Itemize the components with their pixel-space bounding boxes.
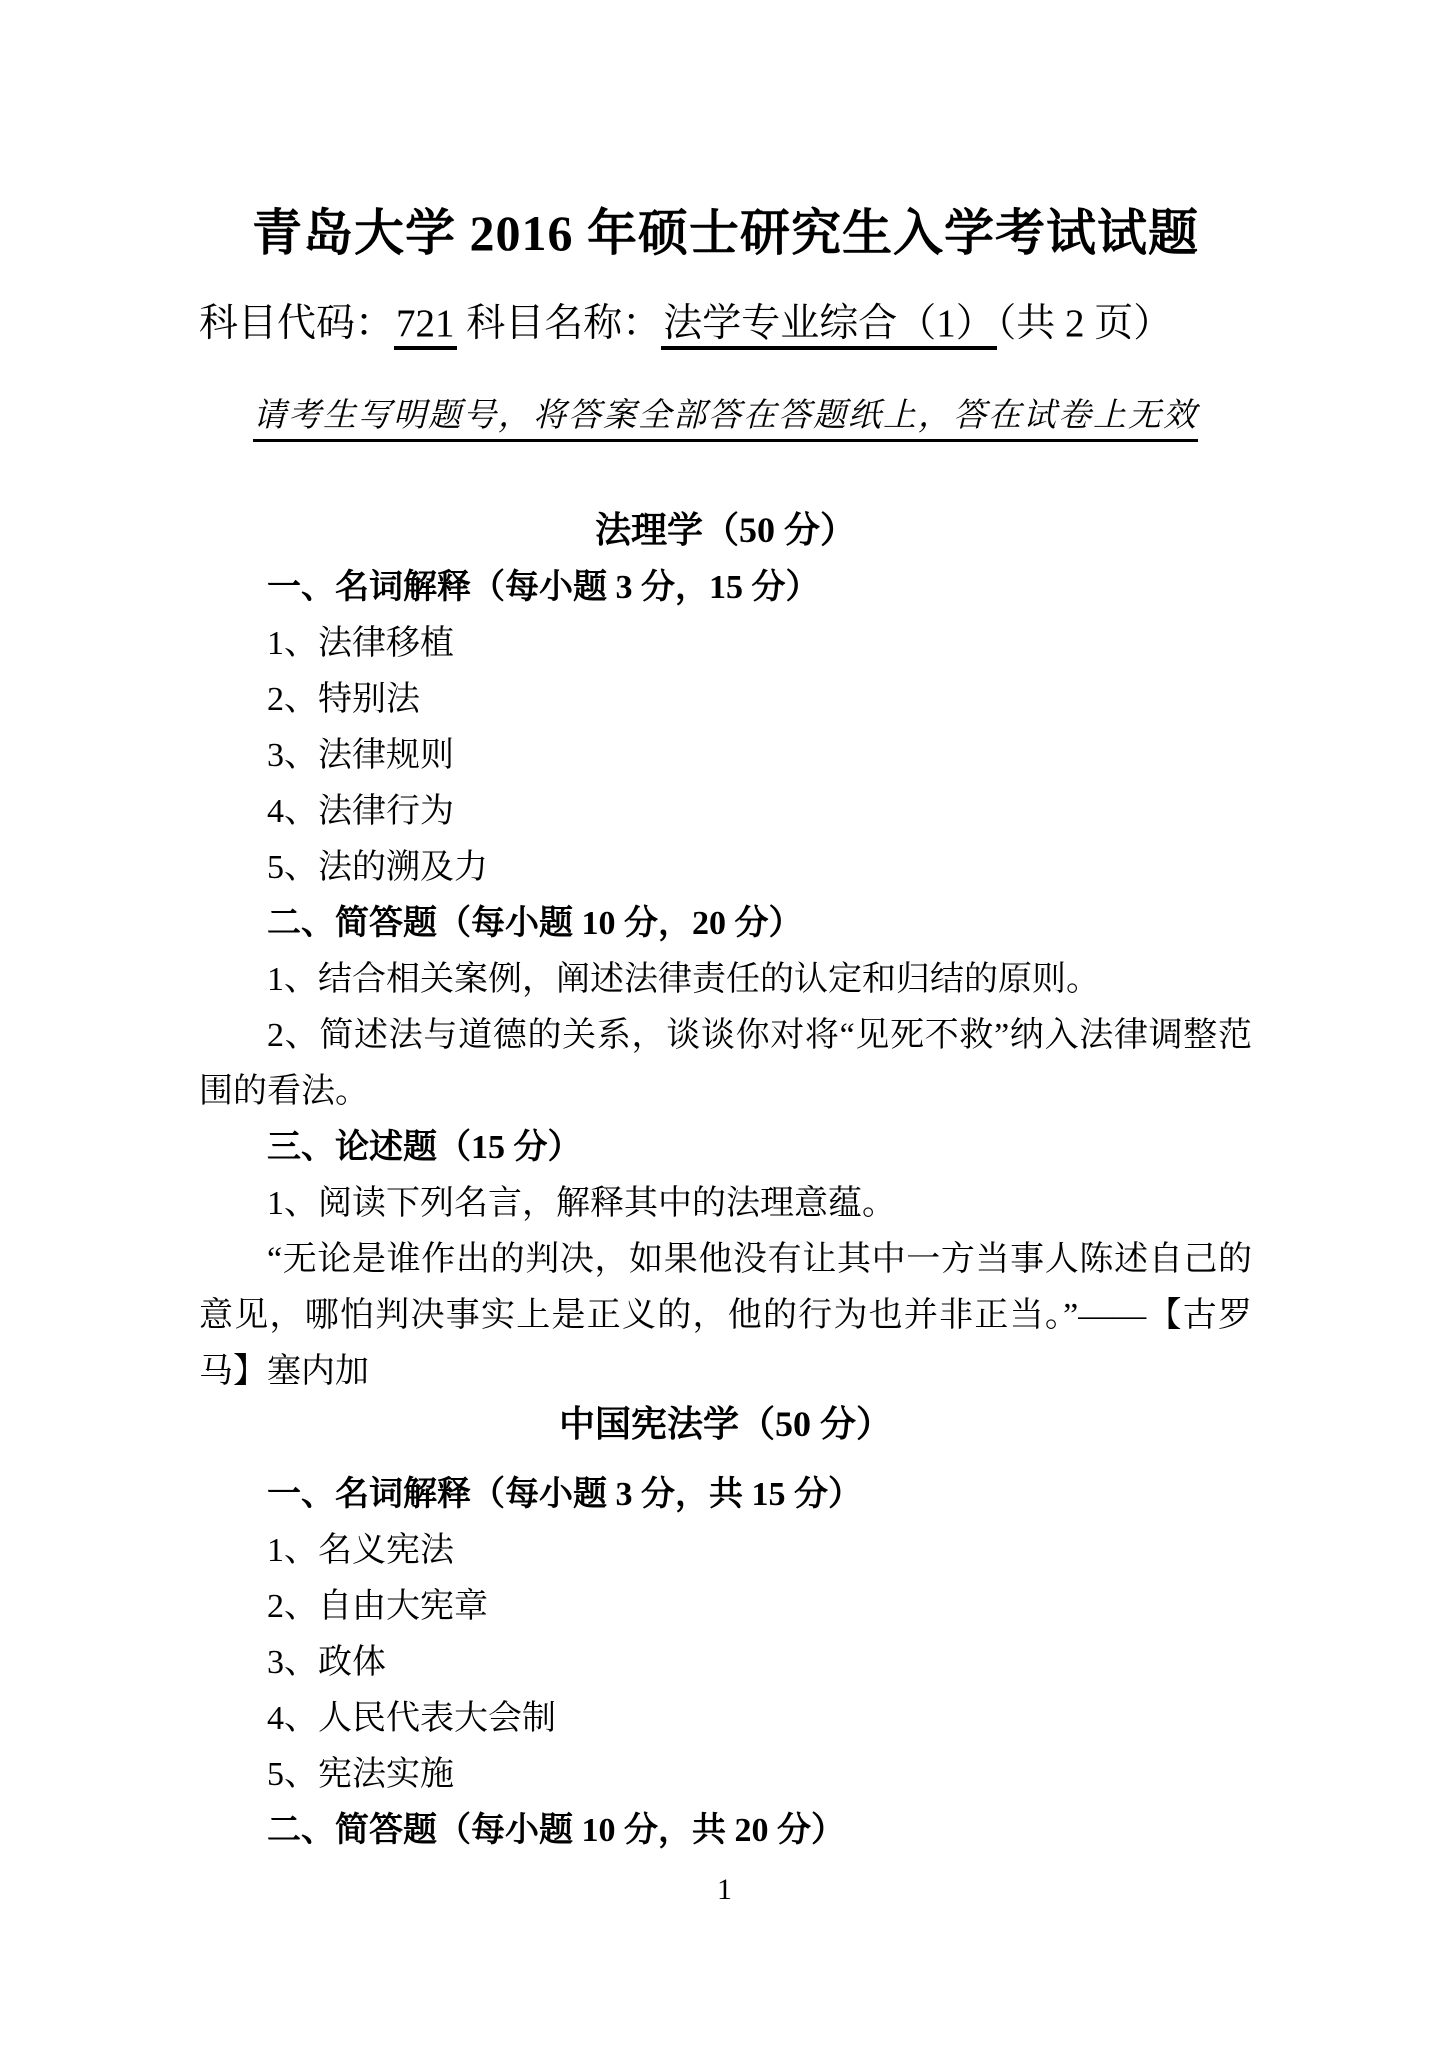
section-body-constitutional-law [199,1467,1252,1859]
question-group-heading: 三、论述题（15 分） [267,1129,582,1166]
subject-name-label: 科目名称： [456,302,662,345]
subject-info-line [199,297,1252,351]
quote-paragraph: “无论是谁作出的判决，如果他没有让其中一方当事人陈述自己的意见，哪怕判决事实上是正义的，他的行为也并非正当。”——【古罗马】塞内加 [199,1241,1252,1390]
question-item: 4、人民代表大会制 [267,1700,556,1737]
question-item: 1、结合相关案例，阐述法律责任的认定和归结的原则。 [267,961,1100,998]
instruction-row [199,393,1252,445]
question-item: 2、特别法 [267,681,420,718]
question-group-heading: 二、简答题（每小题 10 分，20 分） [267,905,803,942]
question-item: 1、阅读下列名言，解释其中的法理意蕴。 [267,1185,896,1222]
subject-name-value: 法学专业综合（1） [661,302,997,350]
question-item: 4、法律行为 [267,793,454,830]
section-body-jurisprudence [199,560,1252,1400]
question-item: 3、法律规则 [267,737,454,774]
section-heading-jurisprudence: 法理学（50 分） [594,510,856,550]
question-group-heading: 一、名词解释（每小题 3 分，共 15 分） [267,1476,862,1513]
page-title: 青岛大学 2016 年硕士研究生入学考试试题 [252,205,1199,261]
subject-code-label: 科目代码： [199,302,395,345]
question-item: 5、法的溯及力 [267,849,488,886]
pages-count-note: （共 2 页） [996,302,1173,345]
section-heading-constitutional-law: 中国宪法学（50 分） [558,1404,892,1444]
question-item: 1、法律移植 [267,625,454,662]
instruction-note: 请考生写明题号，将答案全部答在答题纸上，答在试卷上无效 [253,398,1198,442]
subject-code-value: 721 [394,302,457,350]
question-item: 2、自由大宪章 [267,1588,488,1625]
question-item: 3、政体 [267,1644,386,1681]
question-item: 1、名义宪法 [267,1532,454,1569]
page-number: 1 [717,1873,732,1906]
question-group-heading: 二、简答题（每小题 10 分，共 20 分） [267,1812,845,1849]
question-item: 5、宪法实施 [267,1756,454,1793]
question-item: 2、简述法与道德的关系，谈谈你对将“见死不救”纳入法律调整范围的看法。 [199,1017,1252,1110]
question-group-heading: 一、名词解释（每小题 3 分，15 分） [267,569,820,606]
